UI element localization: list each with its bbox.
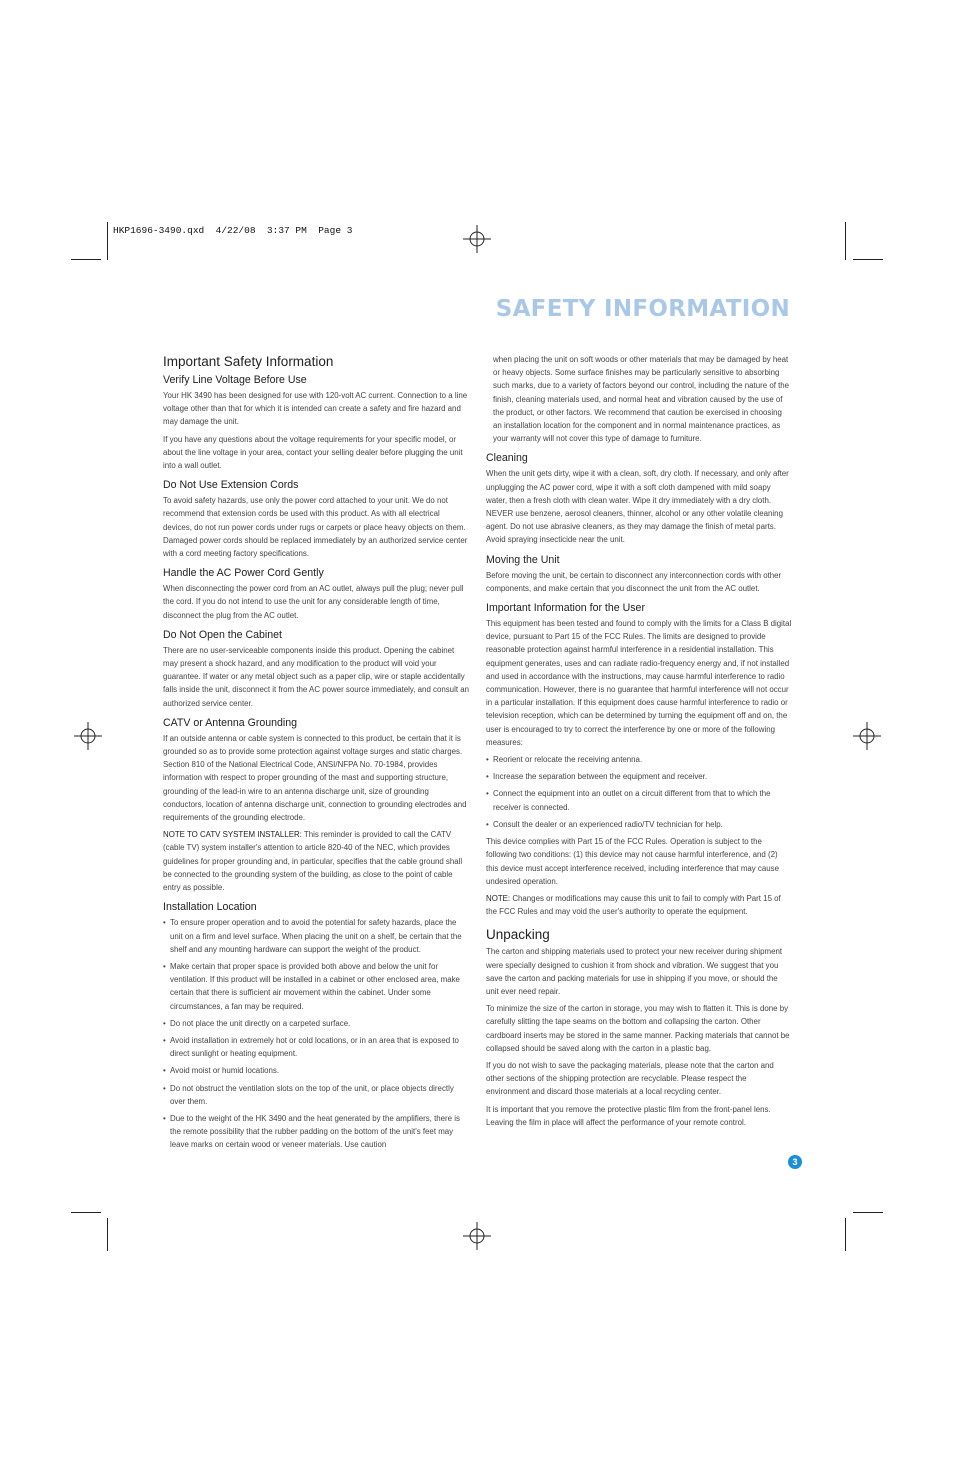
subheading-user-information: Important Information for the User (486, 602, 645, 615)
subheading-moving: Moving the Unit (486, 553, 560, 566)
paragraph: If you do not wish to save the packaging materials, please note that the carton and other sections of the shipping protection are recyclable. Please respect the environment and discard those materials at a local recycling center. (486, 1060, 774, 1097)
section-heading-important-safety: Important Safety Information (163, 354, 334, 369)
paragraph: When disconnecting the power cord from an AC outlet, always pull the plug; never pull the cord. If you do not intend to use the unit for any considerable length of time, disconnect the plug from the AC outlet. (163, 584, 464, 620)
continuation-paragraph: when placing the unit on soft woods or other materials that may be damaged by heat or heavy objects. Some surface finishes may be particularly sensitive to absorbing such marks, due to a variety of factors beyond our control, including the nature of the finish, cleaning materials used, and normal heat and vibration caused by the use of the product, or other factors. We recommend that caution be exercised in choosing an installation location for the component and in normal maintenance practices, as your warranty will not cover this type of damage to furniture. (493, 355, 790, 444)
left-column (163, 353, 469, 1156)
paragraph: To minimize the size of the carton in storage, you may wish to flatten it. This is done by carefully slitting the tape seams on the bottom and collapsing the carton. Other cardboard inserts may be stored in the same manner. Packing materials that cannot be collapsed should be saved along with the carton in a plastic bag. (486, 1004, 790, 1053)
list-item: • Due to the weight of the HK 3490 and the heat generated by the amplifiers, there is the remote possibility that the rubber padding on the bottom of the unit's feet may leave marks on certain wood or veneer materials. Use caution (163, 1112, 469, 1152)
paragraph: Your HK 3490 has been designed for use with 120-volt AC current. Connection to a line voltage other than that for which it is intended can create a safety and fire hazard and may damage the unit. (163, 391, 468, 427)
note-lead: NOTE TO CATV SYSTEM INSTALLER: (163, 830, 302, 840)
paragraph: If an outside antenna or cable system is connected to this product, be certain that it is grounded so as to provide some protection against voltage surges and static charges. Section 810 of the National Electrical Code, ANSI/NFPA No. 70-1984, provides information with respect to proper grounding of the mast and supporting structure, grounding of the lead-in wire to an antenna discharge unit, size of grounding conductors, location of antenna discharge unit, connection to grounding electrodes and requirements of the grounding electrode. (163, 733, 467, 823)
subheading-cabinet: Do Not Open the Cabinet (163, 628, 282, 641)
note-paragraph (163, 828, 469, 894)
note-lead: NOTE: (486, 893, 511, 903)
list-item: • Do not place the unit directly on a carpeted surface. (163, 1017, 469, 1030)
list-item: • Reorient or relocate the receiving antenna. (486, 753, 792, 766)
page-number-badge: 3 (788, 1155, 802, 1169)
note-text: Changes or modifications may cause this unit to fail to comply with Part 15 of the FCC Rules and may void the user's authority to operate the equipment. (486, 893, 781, 917)
list-item: • Avoid installation in extremely hot or cold locations, or in an area that is exposed to direct sunlight or heating equipment. (163, 1034, 469, 1060)
subheading-power-cord: Handle the AC Power Cord Gently (163, 567, 324, 580)
list-item: • Avoid moist or humid locations. (163, 1064, 469, 1077)
registration-mark-top (463, 225, 491, 253)
registration-mark-left (74, 722, 102, 750)
subheading-extension-cords: Do Not Use Extension Cords (163, 479, 299, 492)
paragraph: If you have any questions about the voltage requirements for your specific model, or about the line voltage in your area, contact your selling dealer before plugging the unit into a wall outlet. (163, 434, 463, 471)
subheading-installation-location: Installation Location (163, 901, 257, 914)
list-item: • To ensure proper operation and to avoid the potential for safety hazards, place the unit on a firm and level surface. When placing the unit on a shelf, be certain that the shelf and any mounting hardware can support the weight of the product. (163, 916, 469, 956)
right-column (486, 353, 792, 1133)
paragraph: There are no user-serviceable components inside this product. Opening the cabinet may present a shock hazard, and any modification to the product will void your guarantee. If water or any metal object such as a paper clip, wire or staple accidentally falls inside the unit, disconnect it from the AC power source immediately, and consult an authorized service center. (163, 645, 469, 708)
section-heading-unpacking: Unpacking (486, 927, 550, 943)
note-paragraph (486, 892, 792, 918)
list-item: • Connect the equipment into an outlet on a circuit different from that to which the receiver is connected. (486, 787, 792, 813)
paragraph: To avoid safety hazards, use only the power cord attached to your unit. We do not recommend that extension cords be used with this product. As with all electrical devices, do not run power cords under rugs or carpets or place heavy objects on them. Damaged power cords should be replaced immediately by an authorized service center with a cord meeting factory specifications. (163, 496, 468, 559)
paragraph: It is important that you remove the protective plastic film from the front-panel lens. Leaving the film in place will affect the performance of your remote control. (486, 1104, 771, 1127)
subheading-antenna-grounding: CATV or Antenna Grounding (163, 716, 298, 729)
paragraph: This device complies with Part 15 of the FCC Rules. Operation is subject to the following two conditions: (1) this device may not cause harmful interference, and (2) this device must accept interference received, including interference that may cause undesired operation. (486, 837, 779, 886)
subheading-cleaning: Cleaning (486, 452, 528, 465)
page-title: SAFETY INFORMATION (495, 296, 790, 322)
paragraph: Before moving the unit, be certain to disconnect any interconnection cords with other components, and make certain that you disconnect the unit from the AC outlet. (486, 570, 782, 593)
list-item: • Make certain that proper space is provided both above and below the unit for ventilation. If this product will be installed in a cabinet or other enclosed area, make certain that there is sufficient air movement within the cabinet. Under some circumstances, a fan may be required. (163, 960, 469, 1013)
subheading-line-voltage: Verify Line Voltage Before Use (163, 374, 307, 386)
list-item: • Increase the separation between the equipment and receiver. (486, 770, 792, 783)
note-text: This reminder is provided to call the CATV (cable TV) system installer's attention to article 820-40 of the NEC, which provides guidelines for proper grounding and, in particular, specifies that the cable ground shall be connected to the grounding system of the building, as close to the point of cable entry as possible. (163, 830, 463, 893)
bullet-list (163, 916, 469, 1151)
print-slug: HKP1696-3490.qxd 4/22/08 3:37 PM Page 3 (113, 225, 353, 236)
bullet-list (486, 753, 792, 831)
paragraph: This equipment has been tested and found to comply with the limits for a Class B digital device, pursuant to Part 15 of the FCC Rules. The limits are designed to provide reasonable protection against harmful interference in a residential installation. This equipment generates, uses and can radiate radio-frequency energy and, if not installed and used in accordance with the instructions, may cause harmful interference to radio communication. However, there is no guarantee that harmful interference will not occur in a particular installation. If this equipment does cause harmful interference to radio or television reception, which can be determined by turning the equipment off and on, the user is encouraged to try to correct the interference by one or more of the following measures: (486, 619, 792, 747)
registration-mark-bottom (463, 1222, 491, 1250)
paragraph: When the unit gets dirty, wipe it with a clean, soft, dry cloth. If necessary, and only after unplugging the AC power cord, wipe it with a soft cloth dampened with mild soapy water, then a fresh cloth with clean water. Wipe it dry immediately with a dry cloth. NEVER use benzene, aerosol cleaners, thinner, alcohol or any other volatile cleaning agent. Do not use abrasive cleaners, as they may damage the finish of metal parts. Avoid spraying insecticide near the unit. (486, 469, 789, 545)
list-item: • Consult the dealer or an experienced radio/TV technician for help. (486, 818, 792, 831)
list-item: • Do not obstruct the ventilation slots on the top of the unit, or place objects directly over them. (163, 1082, 469, 1108)
registration-mark-right (853, 722, 881, 750)
paragraph: The carton and shipping materials used to protect your new receiver during shipment were specially designed to cushion it from shock and vibration. We suggest that you save the carton and packing materials for use in shipping if you move, or should the unit ever need repair. (486, 947, 783, 996)
